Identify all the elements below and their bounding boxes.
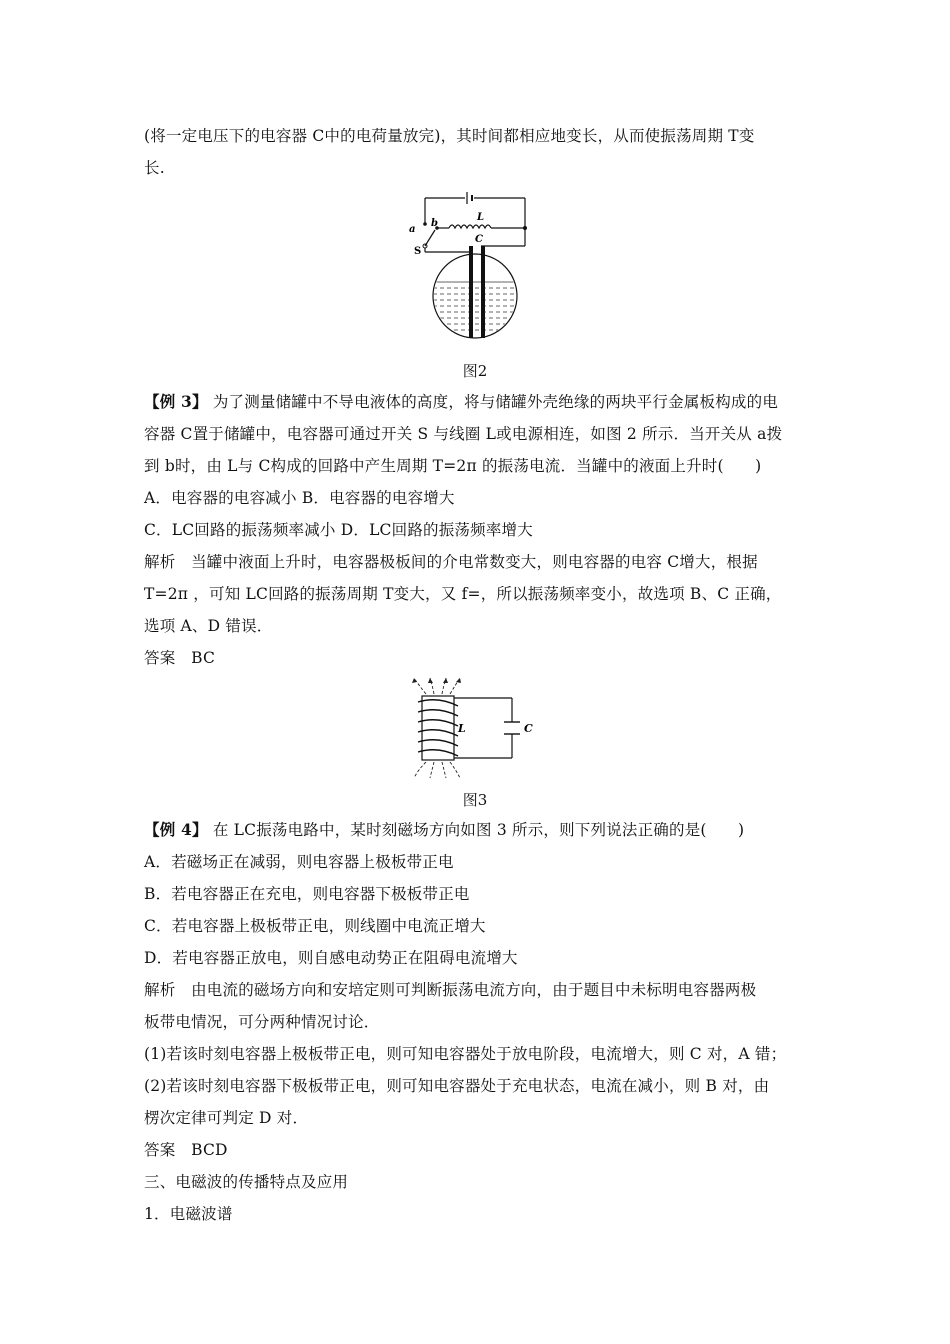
fig2-label-a: a	[409, 224, 416, 235]
figure-3-svg	[404, 676, 544, 780]
example-4-option-d: D．若电容器正放电，则自感电动势正在阻碍电流增大	[144, 949, 518, 967]
fig2-label-c: C	[475, 234, 483, 245]
example-3-text-1: 为了测量储罐中不导电液体的高度，将与储罐外壳绝缘的两块平行金属板构成的电	[207, 393, 779, 411]
example-4-answer: 答案 BCD	[144, 1141, 228, 1159]
figure-2-caption: 图2	[462, 362, 488, 380]
example-3-option-ab: A．电容器的电容减小 B．电容器的电容增大	[144, 489, 455, 507]
example-3-answer: 答案 BC	[144, 649, 216, 667]
example-4-analysis-1: 解析 由电流的磁场方向和安培定则可判断振荡电流方向，由于题目中未标明电容器两极	[144, 981, 757, 999]
figure-3-diagram	[404, 676, 544, 780]
example-4-tag: 【例 4】	[144, 820, 208, 839]
section-3-sub-1: 1．电磁波谱	[144, 1205, 233, 1223]
example-3-tag: 【例 3】	[144, 392, 208, 411]
example-4-option-c: C．若电容器上极板带正电，则线圈中电流正增大	[144, 917, 486, 935]
example-3-analysis-1: 解析 当罐中液面上升时，电容器极板间的介电常数变大，则电容器的电容 C增大，根据	[144, 553, 758, 571]
example-4-option-b: B．若电容器正在充电，则电容器下极板带正电	[144, 885, 470, 903]
example-4-analysis-2: 板带电情况，可分两种情况讨论．	[144, 1013, 380, 1031]
section-3-heading: 三、电磁波的传播特点及应用	[144, 1173, 349, 1191]
example-4-analysis-4: (2)若该时刻电容器下极板带正电，则可知电容器处于充电状态，电流在减小，则 B 对，由	[144, 1077, 770, 1095]
example-4-option-a: A．若磁场正在减弱，则电容器上极板带正电	[144, 853, 454, 871]
fig2-label-l: L	[477, 212, 485, 223]
example-3-option-cd: C．LC回路的振荡频率减小 D．LC回路的振荡频率增大	[144, 521, 533, 539]
figure-3-caption: 图3	[462, 791, 488, 809]
intro-line-2: 长.	[144, 159, 165, 177]
example-4-analysis-5: 楞次定律可判定 D 对．	[144, 1109, 309, 1127]
example-4-analysis-3: (1)若该时刻电容器上极板带正电，则可知电容器处于放电阶段，电流增大，则 C 对，A 错；	[144, 1045, 787, 1063]
fig3-label-l: L	[458, 722, 466, 735]
fig3-label-c: C	[524, 722, 533, 735]
fig2-label-b: b	[431, 218, 438, 229]
figure-2-diagram	[405, 186, 545, 346]
example-4-stem	[144, 820, 814, 840]
example-3-analysis-2: T=2π ，可知 LC回路的振荡周期 T变大，又 f=，所以振荡频率变小，故选项 B、C 正确，	[144, 585, 782, 603]
figure-2-svg	[405, 186, 545, 346]
example-3-analysis-3: 选项 A、D 错误．	[144, 617, 273, 635]
intro-line-1: (将一定电压下的电容器 C中的电荷量放完)，其时间都相应地变长，从而使振荡周期 T变	[144, 127, 755, 145]
example-3-line-3: 到 b时，由 L与 C构成的回路中产生周期 T=2π 的振荡电流．当罐中的液面上升时( )	[144, 457, 762, 475]
fig2-label-s: S	[414, 246, 422, 257]
example-4-stem-text: 在 LC振荡电路中，某时刻磁场方向如图 3 所示，则下列说法正确的是( )	[207, 821, 745, 839]
example-3-line-1	[144, 392, 814, 412]
example-3-line-2: 容器 C置于储罐中，电容器可通过开关 S 与线圈 L或电源相连，如图 2 所示．当开关从 a拨	[144, 425, 783, 443]
